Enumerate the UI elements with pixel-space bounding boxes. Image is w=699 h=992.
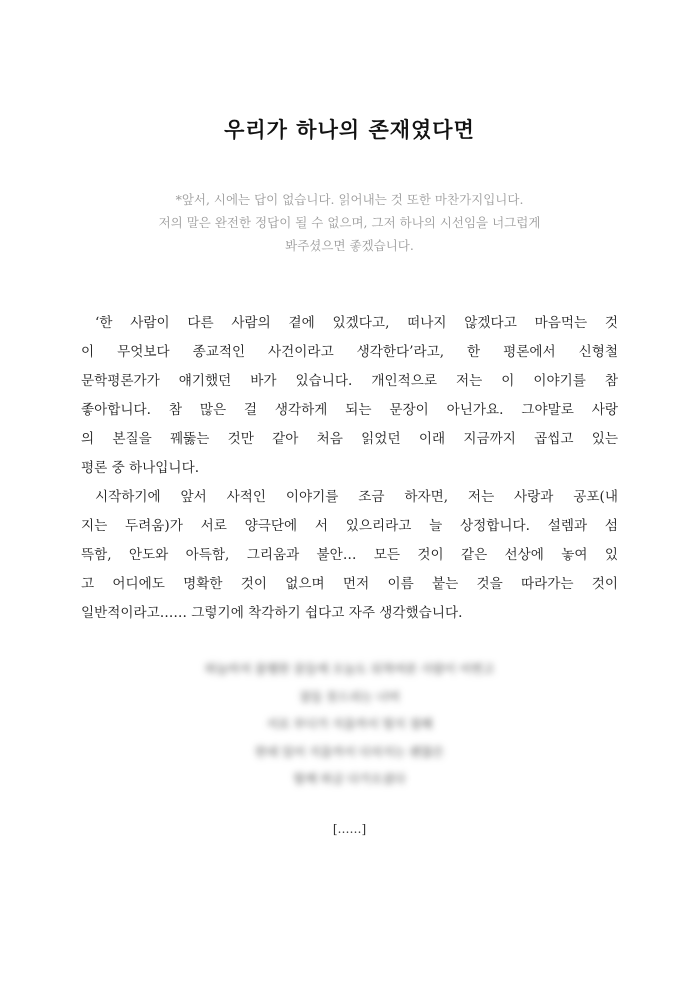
body-text [81, 309, 618, 628]
body-line: 평론 중 하나입니다. [81, 460, 200, 476]
blurred-poem-excerpt [120, 656, 579, 794]
body-line: 뜩함, 안도와 아득함, 그리움과 불안… 모든 것이 같은 선상에 놓여 있 [81, 547, 618, 563]
author-note [60, 188, 639, 257]
body-line: 좋아합니다. 참 많은 걸 생각하게 되는 문장이 아닌가요. 그야말로 사랑 [81, 402, 618, 418]
author-note-line: 저의 말은 완전한 정답이 될 수 없으며, 그저 하나의 시선임을 너그럽게 [158, 215, 541, 230]
poem-line: 한데 있어 지울까서 다치지는 괜찮은 [254, 744, 445, 759]
body-line: 고 어디에도 명확한 것이 없으며 먼저 이름 붙는 것을 따라가는 것이 [81, 576, 618, 592]
author-note-line: 봐주셨으면 좋겠습니다. [285, 238, 414, 253]
poem-line: 서로 부디가 지울까서 멀지 점해 [266, 717, 433, 731]
body-line: ‘한 사람이 다른 사람의 곁에 있겠다고, 떠나지 않겠다고 마음먹는 것 [95, 315, 618, 331]
poem-line: 잠들 못드리는 너머 [299, 689, 400, 704]
omission-marker: [……] [332, 822, 367, 836]
document-title: 우리가 하나의 존재였다면 [224, 118, 475, 142]
body-line: 지는 두려움)가 서로 양극단에 서 있으리라고 늘 상정합니다. 설렘과 섬 [81, 518, 618, 534]
body-line: 의 본질을 꿰뚫는 것만 같아 처음 읽었던 이래 지금까지 곱씹고 있는 [81, 431, 618, 447]
body-line: 문학평론가가 얘기했던 바가 있습니다. 개인적으로 저는 이 이야기를 참 [81, 373, 618, 389]
body-line: 일반적이라고…… 그렇기에 착각하기 쉽다고 자주 생각했습니다. [81, 605, 463, 621]
body-line: 이 무엇보다 종교적인 사건이라고 생각한다’라고, 한 평론에서 신형철 [81, 344, 618, 360]
body-line: 시작하기에 앞서 사적인 이야기를 조금 하자면, 저는 사랑과 공포(내 [95, 489, 618, 505]
poem-line: 하늘마저 불행한 꿈들에 오늘도 뒤척여본 사람이 어쩐고 [204, 662, 495, 676]
poem-line: 함께 하글 다가오셨다 [293, 772, 406, 786]
author-note-line: *앞서, 시에는 답이 없습니다. 읽어내는 것 또한 마찬가지입니다. [175, 192, 524, 207]
